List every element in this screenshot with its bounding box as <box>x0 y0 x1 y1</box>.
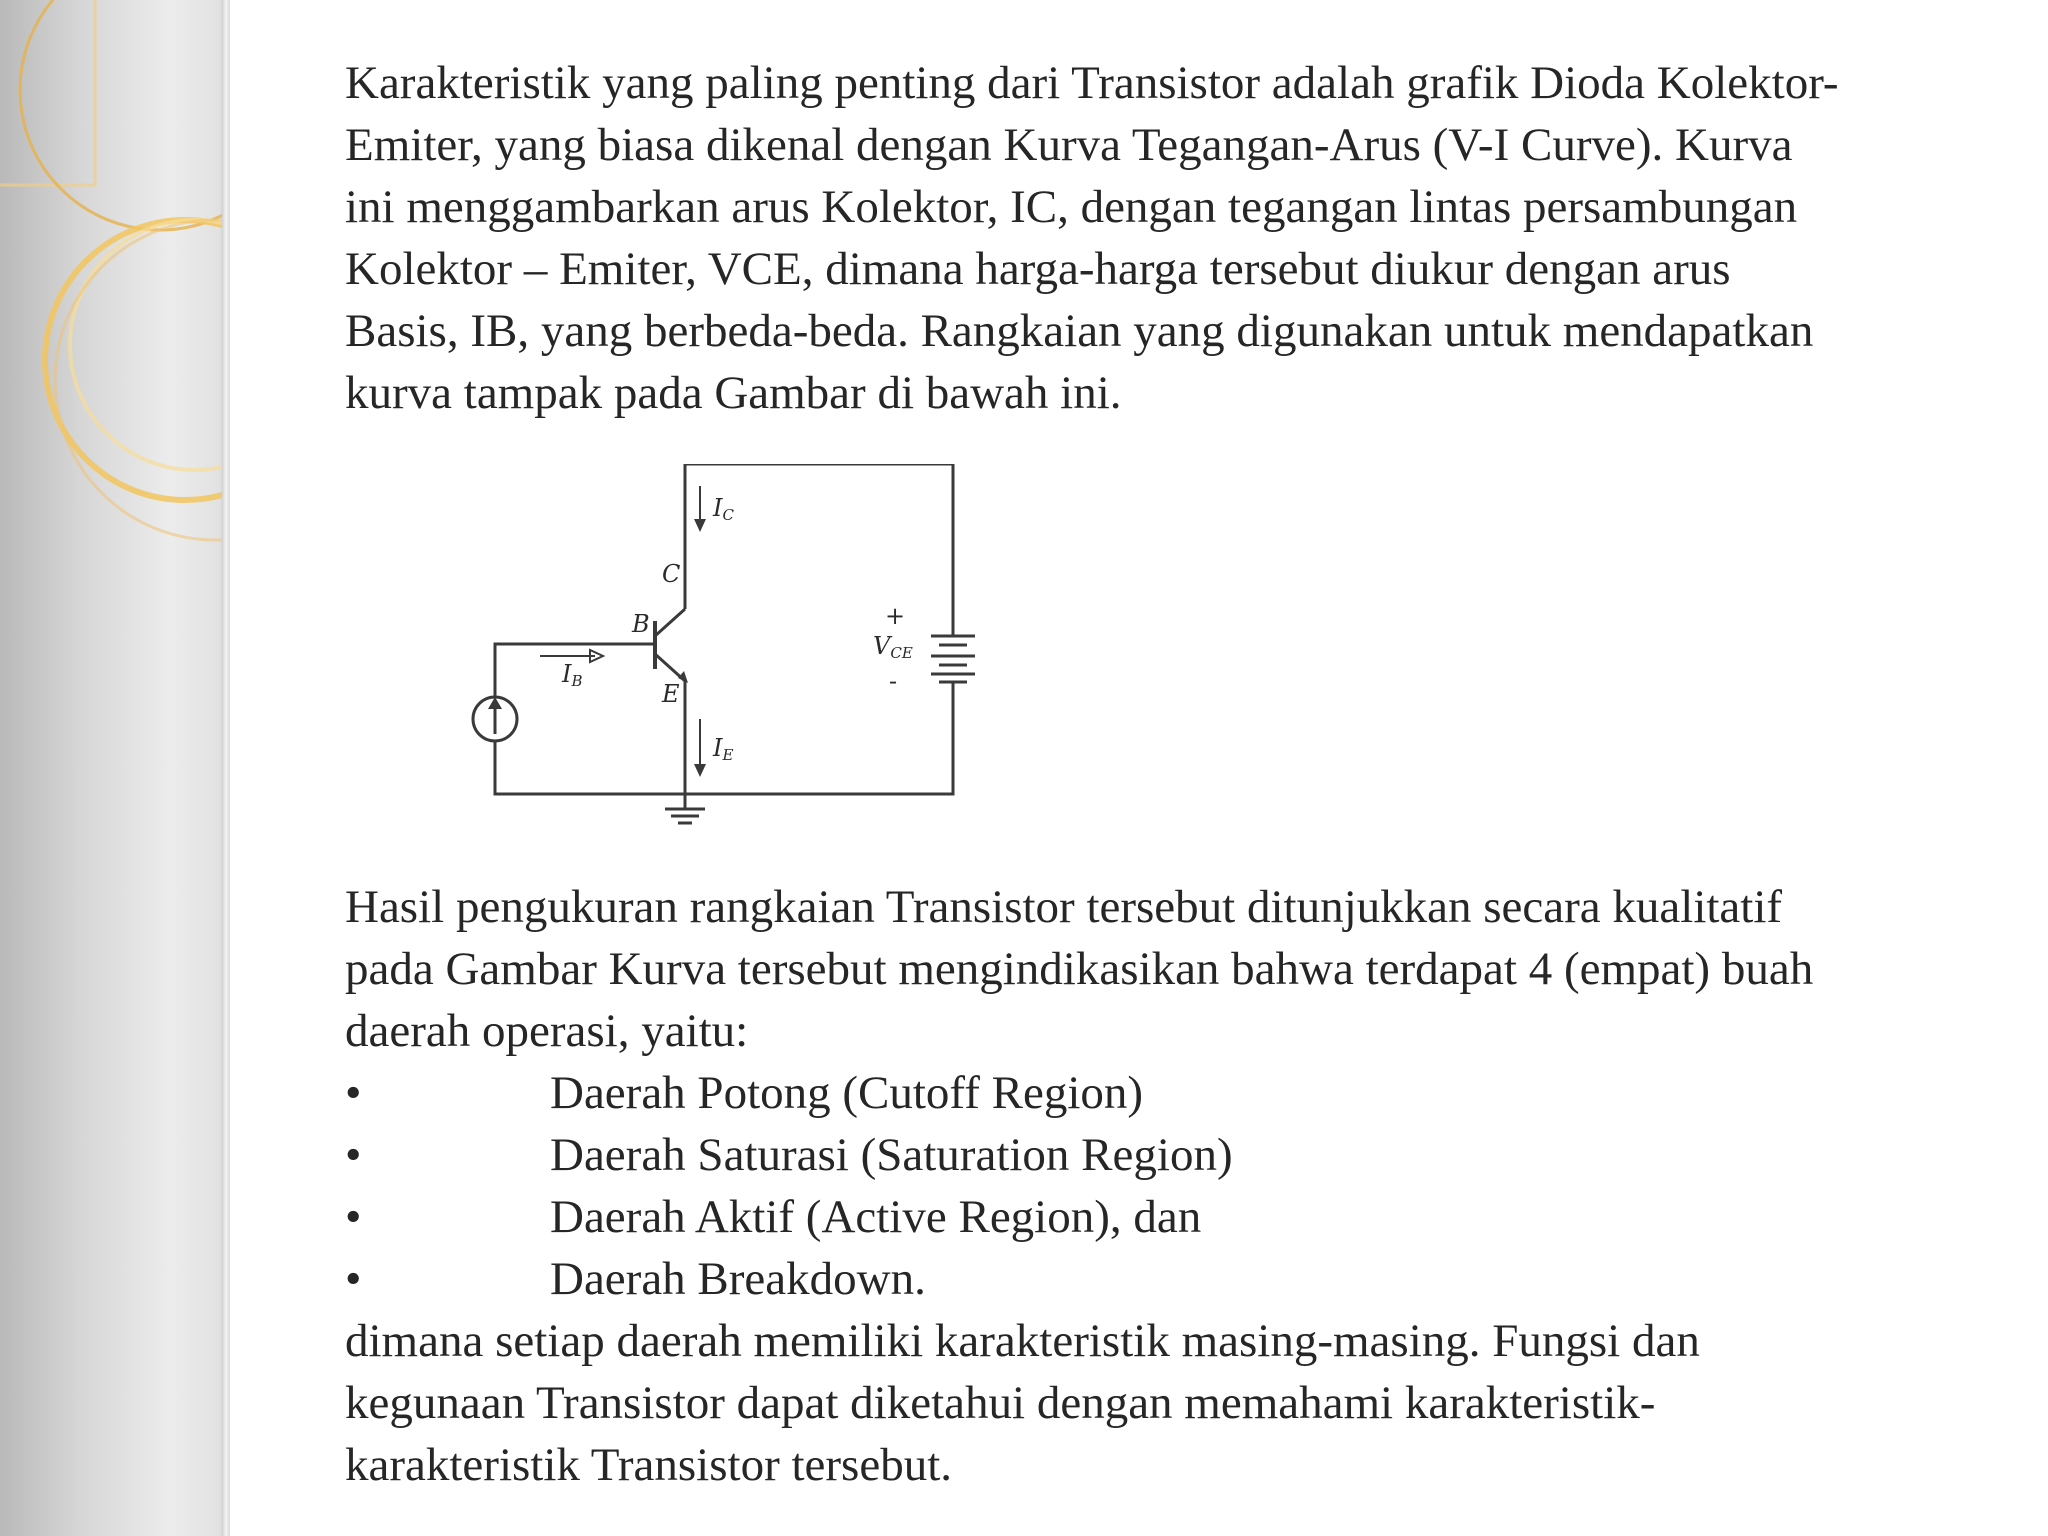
collector-label: C <box>662 560 681 588</box>
transistor-circuit-diagram <box>395 464 975 854</box>
intro-paragraph: Karakteristik yang paling penting dari Transistor adalah grafik Dioda Kolektor- Emiter, yang biasa dikenal dengan Kurva Tegangan-Arus (V-I Curve). Kurva ini menggambarkan arus Kolektor, IC, dengan tegangan lintas persambungan Kolektor – Emiter, VCE, dimana harga-harga tersebut diukur dengan arus Basis, IB, yang berbeda-beda. Rangkaian yang digunakan untuk mendapatkan kurva tampak pada Gambar di bawah ini. <box>345 57 1839 419</box>
ic-label: $I_C$ <box>713 494 734 524</box>
decorative-sidebar <box>0 0 228 1536</box>
operating-regions-list <box>345 1062 1995 1310</box>
conclusion-paragraph: dimana setiap daerah memiliki karakteristik masing-masing. Fungsi dan kegunaan Transistor dapat diketahui dengan memahami karakteristik- karakteristik Transistor tersebut. <box>345 1315 1700 1491</box>
vce-label: $V_{CE}$ <box>873 632 913 662</box>
results-paragraph: Hasil pengukuran rangkaian Transistor tersebut ditunjukkan secara kualitatif pada Gambar Kurva tersebut mengindikasikan bahwa terdapat 4 (empat) buah daerah operasi, yaitu: <box>345 881 1814 1057</box>
list-item: • Daerah Aktif (Active Region), dan <box>345 1186 1995 1248</box>
ib-label: $I_B$ <box>562 660 583 690</box>
collector-loop-wire <box>685 464 953 636</box>
sidebar-edge <box>222 0 230 1536</box>
emitter-label: E <box>662 680 680 708</box>
list-item: • Daerah Breakdown. <box>345 1248 1995 1310</box>
bullet-icon: • <box>345 1191 362 1243</box>
transistor-collector-lead <box>655 609 685 636</box>
ie-label: $I_E$ <box>713 734 734 764</box>
battery-plus-label: + <box>885 602 906 630</box>
list-item: • Daerah Potong (Cutoff Region) <box>345 1062 1995 1124</box>
ic-arrow-icon <box>694 519 706 532</box>
bullet-icon: • <box>345 1129 362 1181</box>
list-item: • Daerah Saturasi (Saturation Region) <box>345 1124 1995 1186</box>
slide-content <box>345 52 1995 1496</box>
ground-symbol <box>665 809 705 823</box>
battery-symbol <box>931 636 975 682</box>
ie-arrow-icon <box>694 764 706 777</box>
bullet-icon: • <box>345 1253 362 1305</box>
emitter-loop-wire <box>762 682 953 794</box>
battery-minus-label: - <box>889 667 898 695</box>
bullet-icon: • <box>345 1067 362 1119</box>
gold-swirl-ornament <box>0 0 228 1536</box>
base-label: B <box>632 610 650 638</box>
